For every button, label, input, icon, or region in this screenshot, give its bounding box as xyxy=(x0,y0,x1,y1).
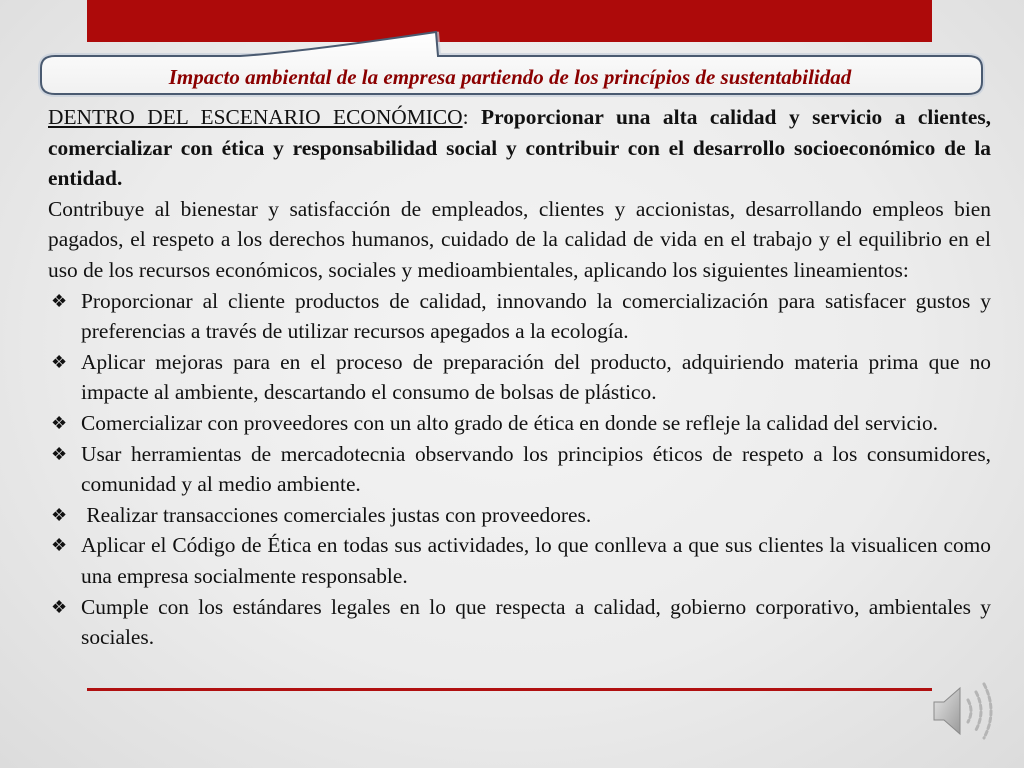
diamond-bullet-icon: ❖ xyxy=(51,412,68,433)
list-item-text: Comercializar con proveedores con un alto grado de ética en donde se refleje la calidad del servicio. xyxy=(81,410,939,435)
list-item-text: Aplicar el Código de Ética en todas sus actividades, lo que conlleva a que sus clientes la visualicen como una empresa socialmente responsable. xyxy=(81,533,991,588)
diamond-bullet-icon: ❖ xyxy=(51,535,68,556)
title-banner xyxy=(0,0,1024,110)
list-item-text: Cumple con los estándares legales en lo que respecta a calidad, gobierno corporativo, ambientales y sociales. xyxy=(81,594,991,650)
heading-paragraph xyxy=(48,102,991,194)
guidelines-list xyxy=(48,286,991,653)
list-item xyxy=(48,347,991,408)
speaker-icon[interactable] xyxy=(928,678,1000,744)
bottom-accent-line xyxy=(87,688,932,691)
list-item xyxy=(48,530,991,591)
heading-colon: : xyxy=(462,105,469,129)
slide-title: Impacto ambiental de la empresa partiendo de los princípios de sustentabilidad xyxy=(168,65,852,89)
list-item xyxy=(48,592,991,653)
list-item xyxy=(48,408,991,439)
list-item xyxy=(48,286,991,347)
slide-body xyxy=(48,102,991,653)
list-item-text: Realizar transacciones comerciales justas con proveedores. xyxy=(81,502,592,527)
list-item xyxy=(48,439,991,500)
diamond-bullet-icon: ❖ xyxy=(51,443,68,464)
diamond-bullet-icon: ❖ xyxy=(51,351,68,372)
diamond-bullet-icon: ❖ xyxy=(51,504,68,525)
intro-paragraph: Contribuye al bienestar y satisfacción de empleados, clientes y accionistas, desarrollando empleos bien pagados, el respeto a los derechos humanos, cuidado de la calidad de vida en el trabajo y el equilibrio en el uso de los recursos económicos, sociales y medioambientales, aplicando los siguientes lineamientos: xyxy=(48,196,991,282)
heading-description: Proporcionar una alta calidad y servicio a clientes, comercializar con ética y responsabilidad social y contribuir con el desarrollo socioeconómico de la entidad. xyxy=(48,105,991,191)
section-heading: DENTRO DEL ESCENARIO ECONÓMICO xyxy=(48,105,463,129)
diamond-bullet-icon: ❖ xyxy=(51,596,68,617)
list-item xyxy=(48,500,991,531)
list-item-text: Usar herramientas de mercadotecnia observando los principios éticos de respeto a los consumidores, comunidad y al medio ambiente. xyxy=(81,441,991,497)
diamond-bullet-icon: ❖ xyxy=(51,290,68,311)
list-item-text: Aplicar mejoras para en el proceso de preparación del producto, adquiriendo materia prima que no impacte al ambiente, descartando el consumo de bolsas de plástico. xyxy=(81,349,991,405)
list-item-text: Proporcionar al cliente productos de calidad, innovando la comercialización para satisfacer gustos y preferencias a través de utilizar recursos apegados a la ecología. xyxy=(81,288,991,344)
